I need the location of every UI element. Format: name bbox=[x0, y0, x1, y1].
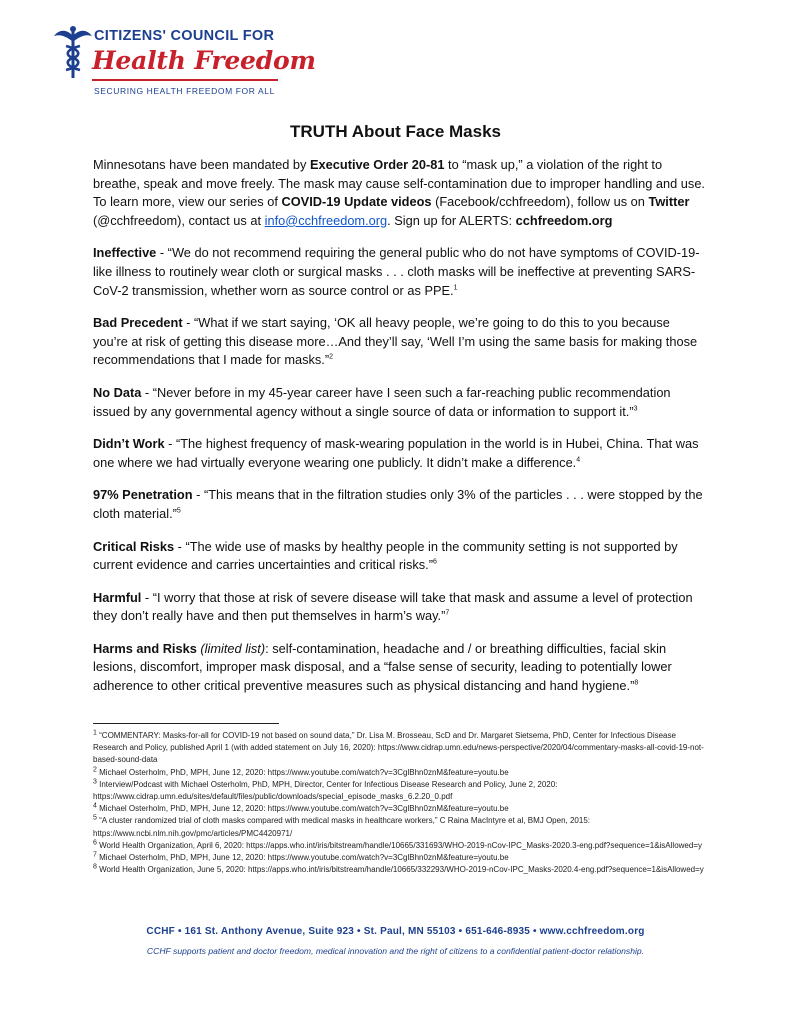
footnote-ref: 3 bbox=[633, 405, 638, 413]
section-paragraph: Ineffective - “We do not recommend requiring the general public who do not have symptoms of COVID-19-like illness to routinely wear cloth or surgical masks . . . cloth masks will be ineffective at preventing SARS-CoV-2 transmission, whether worn as source control or as PPE.$^1$ bbox=[93, 245, 700, 298]
harms-paragraph: Harms and Risks (limited list): self-contamination, headache and / or breathing difficulties, facial skin lesions, discomfort, improper mask disposal, and a “false sense of security, leading to potentially lower adherence to other critical preventive measures such as physical distancing and hand hygiene.”$^8$ bbox=[93, 640, 672, 694]
covid-videos: COVID-19 Update videos bbox=[281, 194, 432, 210]
footer-address: CCHF • 161 St. Anthony Avenue, Suite 923 • St. Paul, MN 55103 • 651-646-8935 • www.cchfreedom.org bbox=[146, 926, 645, 937]
section-paragraph: Didn’t Work - “The highest frequency of mask-wearing population in the world is in Hubei, China. That was one where we had virtually everyone wearing one publicly. It didn’t make a difference.$^4$ bbox=[93, 436, 699, 470]
footnote-ref: 7 bbox=[445, 610, 450, 618]
logo-health-freedom: Health Freedom bbox=[92, 46, 316, 75]
twitter-label: Twitter bbox=[648, 194, 690, 210]
section-paragraph: 97% Penetration - “This means that in the filtration studies only 3% of the particles . . . were stopped by the cloth material.”$^5$ bbox=[93, 487, 703, 521]
section-heading: Harms and Risks bbox=[93, 640, 197, 656]
footnote-ref: 8 bbox=[634, 679, 639, 687]
executive-order: Executive Order 20-81 bbox=[310, 157, 445, 172]
logo-tagline: SECURING HEALTH FREEDOM FOR ALL bbox=[94, 86, 275, 96]
footnote-item: $^3$ Interview/Podcast with Michael Osterholm, PhD, MPH, Director, Center for Infectious Disease Research and Policy, June 2, 2020: https://www.cidrap.umn.edu/sites/default/files/public/downloads/special_episode_masks_6.2.20_0.pdf bbox=[93, 778, 558, 802]
logo-divider bbox=[92, 79, 278, 81]
section-paragraph: Bad Precedent - “What if we start saying, ‘OK all heavy people, we’re going to do this to you because you’re at risk of getting this disease more…And they’ll say, ‘Well I’m using the same basis for making those recommendations that I made for masks.”$^2$ bbox=[93, 315, 698, 368]
logo-org-name: CITIZENS' COUNCIL FOR bbox=[94, 28, 275, 44]
footnote-ref: 4 bbox=[576, 456, 581, 464]
section-heading: Bad Precedent bbox=[93, 315, 183, 331]
document-title: TRUTH About Face Masks bbox=[290, 122, 501, 141]
footnote-ref: 2 bbox=[329, 354, 334, 362]
section-heading: Harmful bbox=[93, 589, 142, 605]
section-paragraph: Critical Risks - “The wide use of masks by healthy people in the community setting is not supported by current evidence and carries uncertainties and critical risks.”$^6$ bbox=[93, 538, 678, 573]
footnotes bbox=[93, 730, 705, 876]
section-paragraph: Harmful - “I worry that those at risk of severe disease will take that mask and assume a level of protection they don’t really have and then put themselves in harm’s way.”$^7$ bbox=[93, 589, 693, 624]
harms-qualifier: (limited list) bbox=[196, 640, 266, 656]
footnote-item: $^6$ World Health Organization, April 6, 2020: https://apps.who.int/iris/bitstream/handle/10665/331693/WHO-2019-nCov-IPC_Masks-2020.3-eng.pdf?sequence=1&isAllowed=y bbox=[93, 839, 702, 850]
website-label: cchfreedom.org bbox=[515, 212, 613, 228]
footer-mission: CCHF supports patient and doctor freedom, medical innovation and the right of citizens to a confidential patient-doctor relationship. bbox=[146, 946, 645, 956]
footnote-divider bbox=[93, 723, 279, 724]
organization-logo bbox=[52, 22, 316, 102]
footnote-item: $^2$ Michael Osterholm, PhD, MPH, June 12, 2020: https://www.youtube.com/watch?v=3CglBhn0znM&feature=youtu.be bbox=[93, 765, 509, 777]
section-paragraph: No Data - “Never before in my 45-year career have I seen such a far-reaching public recommendation issued by any governmental agency without a single source of data or information to support it.”$^3$ bbox=[93, 384, 671, 419]
document-body bbox=[93, 156, 705, 710]
footnote-item: $^4$ Michael Osterholm, PhD, MPH, June 12, 2020: https://www.youtube.com/watch?v=3CglBhn0znM&feature=youtu.be bbox=[93, 802, 509, 814]
caduceus-icon bbox=[52, 22, 94, 82]
section-heading: 97% Penetration bbox=[93, 487, 193, 503]
footnote-ref: 6 bbox=[432, 558, 437, 566]
email-link[interactable]: info@cchfreedom.org bbox=[264, 212, 388, 228]
section-heading: Critical Risks bbox=[93, 538, 175, 554]
section-heading: Didn’t Work bbox=[93, 436, 165, 452]
section-heading: No Data bbox=[93, 384, 142, 400]
footnote-item: $^1$ “COMMENTARY: Masks-for-all for COVID-19 not based on sound data,” Dr. Lisa M. Brosseau, ScD and Dr. Margaret Sietsema, PhD, Center for Infectious Disease Research and Policy, published April 1 (with added statement on July 16, 2020): https://www.cidrap.umn.edu/news-perspective/2020/04/commentary-masks-all-covid-19-not-based-sound-data bbox=[93, 729, 704, 765]
section-heading: Ineffective bbox=[93, 245, 157, 261]
footnote-ref: 1 bbox=[453, 284, 458, 292]
footnote-item: $^7$ Michael Osterholm, PhD, MPH, June 12, 2020: https://www.youtube.com/watch?v=3CglBhn0znM&feature=youtu.be bbox=[93, 851, 509, 863]
footnote-ref: 5 bbox=[176, 507, 181, 515]
footnote-item: $^5$ “A cluster randomized trial of cloth masks compared with medical masks in healthcare workers,” C Raina MacIntyre et al, BMJ Open, 2015: https://www.ncbi.nlm.nih.gov/pmc/articles/PMC4420971/ bbox=[93, 814, 590, 838]
footnote-item: $^8$ World Health Organization, June 5, 2020: https://apps.who.int/iris/bitstream/handle/10665/332293/WHO-2019-nCov-IPC_Masks-2020.4-eng.pdf?sequence=1&isAllowed=y bbox=[93, 863, 704, 875]
intro-paragraph: Minnesotans have been mandated by Executive Order 20-81 to “mask up,” a violation of the right to breathe, speak and move freely. The mask may cause self-contamination due to improper handling and use. To learn more, view our series of COVID-19 Update videos (Facebook/cchfreedom), follow us on Twitter (@cchfreedom), contact us at info@cchfreedom.org. Sign up for ALERTS: cchfreedom.org bbox=[93, 157, 705, 228]
